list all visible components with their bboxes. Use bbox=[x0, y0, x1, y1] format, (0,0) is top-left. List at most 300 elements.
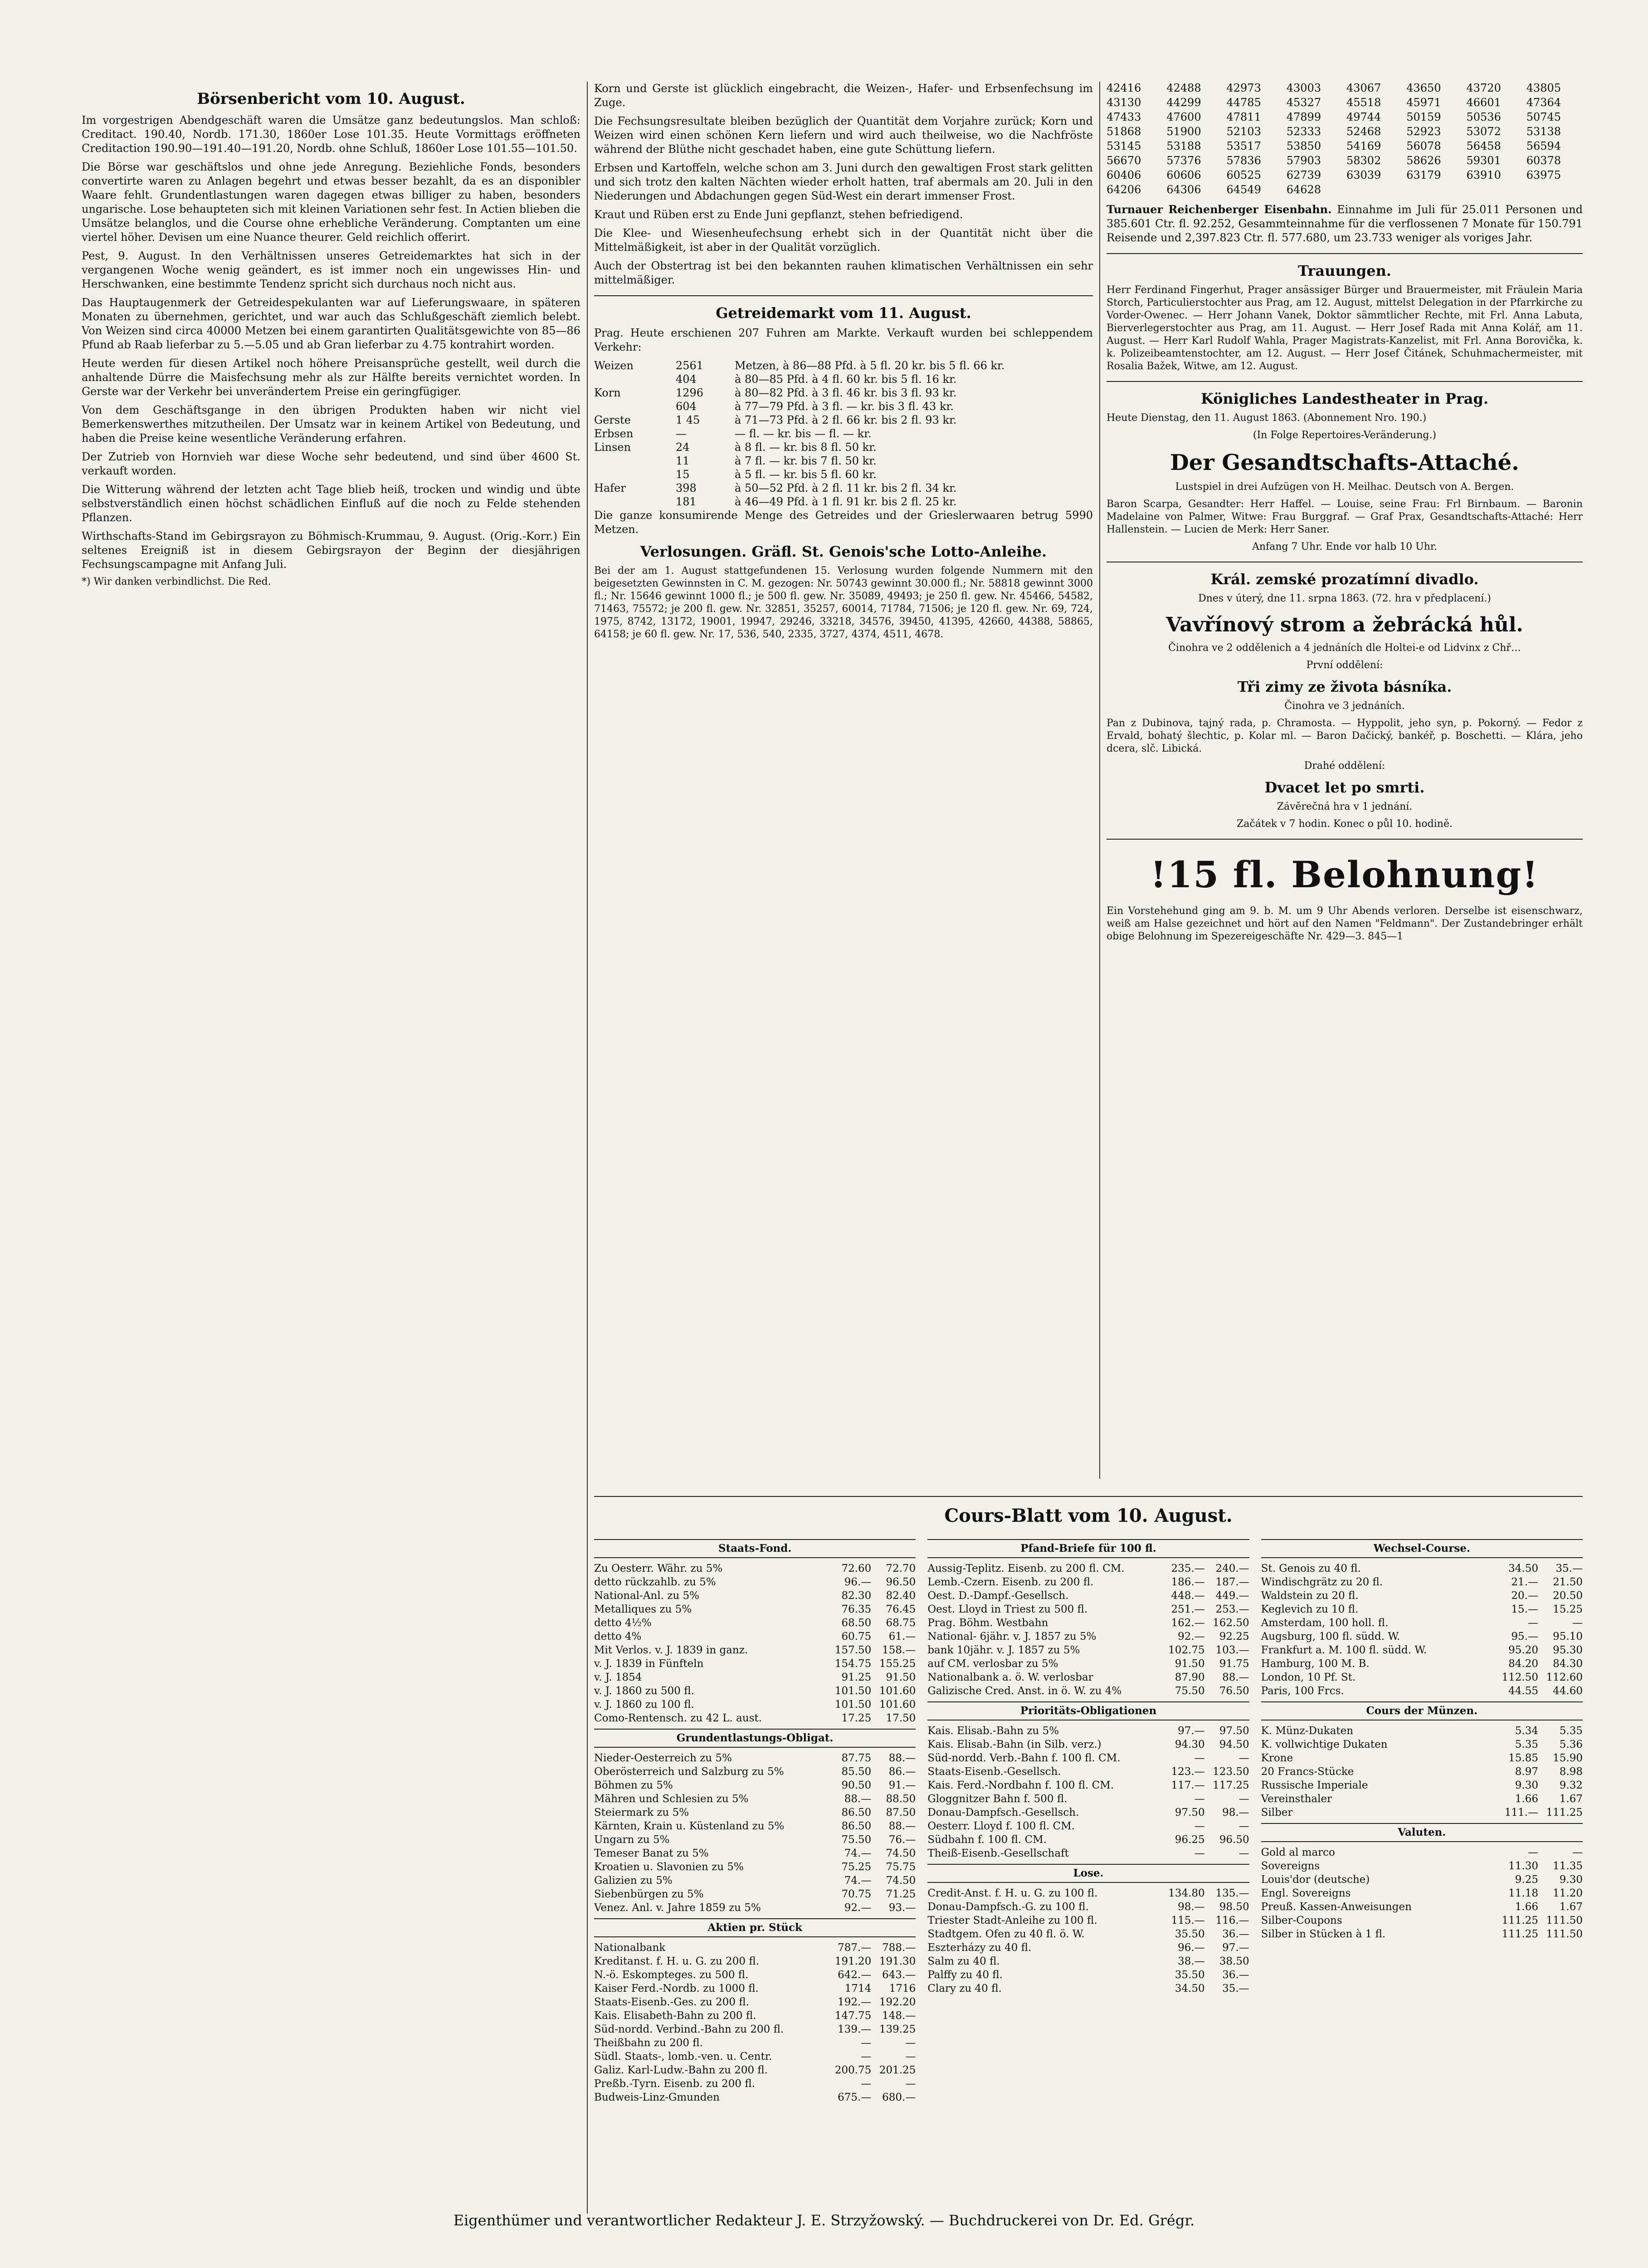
kurs-waare: 21.50 bbox=[1553, 1576, 1583, 1588]
kurs-geld: 68.50 bbox=[841, 1617, 872, 1629]
kurs-name: Nationalbank bbox=[594, 1942, 666, 1954]
kurs-waare: 98.— bbox=[1222, 1807, 1249, 1818]
market-row bbox=[594, 359, 1093, 372]
kurs-waare: 98.50 bbox=[1219, 1901, 1249, 1913]
kurs-row bbox=[1261, 1671, 1583, 1684]
kurs-geld: 11.18 bbox=[1508, 1887, 1538, 1899]
paragraph: Im vorgestrigen Abendgeschäft waren die Umsätze ganz bedeutungslos. Man schloß: Creditact. 190.40, Nordb. 171.30, 1860er Lose 101.35. Heute Vormittags eröffneten Creditaction 190.90—191.40—191.20, Nordb. ohne Schluß, 1860er Lose 101.55—101.50. bbox=[82, 114, 580, 155]
paragraph: Die Börse war geschäftslos und ohne jede Anregung. Beziehliche Fonds, besonders convertirte waren zu Anlagen begehrt und etwas besser bezahlt, da es an disponibler Waare fehlt. Grundentlastungen waren dagegen etwas billiger zu haben, besonders ungarische. Lose behaupteten sich mit kleinen Variationen sehr fest. In Actien blieben die Umsätze belanglos, und die Course ohne erhebliche Veränderung. Comptanten um eine viertel höher. Devisen um eine Nuance theurer. Geld reichlich offerirt. bbox=[82, 161, 580, 244]
kurs-row bbox=[927, 1738, 1249, 1751]
lotto-number: 52923 bbox=[1406, 125, 1441, 138]
paragraph: Der Zutrieb von Hornvieh war diese Woche sehr bedeutend, und sind über 4600 St. verkauft worden. bbox=[82, 450, 580, 477]
lotto-number: 59301 bbox=[1466, 154, 1501, 167]
kurs-geld: 1714 bbox=[844, 1983, 872, 1994]
lotto-number: 51900 bbox=[1166, 125, 1201, 138]
cz-play3: Dvacet let po smrti. bbox=[1264, 779, 1425, 796]
kurs-name: Waldstein zu 20 fl. bbox=[1261, 1590, 1359, 1602]
kurs-waare: 643.— bbox=[882, 1969, 916, 1981]
kurs-waare: 135.— bbox=[1215, 1887, 1249, 1899]
kurs-geld: 9.25 bbox=[1515, 1874, 1538, 1886]
cz-date: Dnes v úterý, dne 11. srpna 1863. (72. hra v předplacení.) bbox=[1198, 593, 1491, 604]
market-cell-qty: 2561 bbox=[676, 359, 704, 372]
kurs-row bbox=[927, 1751, 1249, 1765]
lotto-number: 64306 bbox=[1166, 183, 1201, 196]
paragraph: Erbsen und Kartoffeln, welche schon am 3. Juni durch den gewaltigen Frost stark gelitten und sich trotz den kalten Nächten wieder erholt hatten, traf abermals am 20. Juli in den Niederungen und Abdachungen gegen Süd-West ein derart immenser Frost. bbox=[594, 161, 1093, 202]
section-title: Grundentlastungs-Obligat. bbox=[594, 1729, 916, 1748]
lotto-number: 47433 bbox=[1107, 111, 1141, 123]
kurs-name: detto 4½% bbox=[594, 1617, 652, 1629]
kurs-name: detto rückzahlb. zu 5% bbox=[594, 1576, 716, 1588]
lotto-number: 60378 bbox=[1526, 154, 1561, 167]
kurs-geld: 117.— bbox=[1171, 1779, 1205, 1791]
kurs-waare: 116.— bbox=[1215, 1915, 1249, 1926]
kurs-geld: 88.— bbox=[844, 1793, 872, 1805]
kurs-name: Aussig-Teplitz. Eisenb. zu 200 fl. CM. bbox=[927, 1563, 1125, 1574]
kurs-waare: 94.50 bbox=[1219, 1739, 1249, 1750]
kurs-waare: 86.— bbox=[888, 1766, 916, 1778]
lotto-number: 44785 bbox=[1226, 96, 1261, 109]
kurs-name: Venez. Anl. v. Jahre 1859 zu 5% bbox=[594, 1902, 761, 1914]
kurs-row bbox=[594, 1779, 916, 1792]
kurs-waare: 96.50 bbox=[886, 1576, 916, 1588]
kurs-geld: 91.50 bbox=[1175, 1658, 1205, 1670]
kurs-geld: 147.75 bbox=[834, 2010, 872, 2022]
kurs-row bbox=[927, 1779, 1249, 1792]
kurs-row bbox=[594, 1698, 916, 1711]
kurs-waare: 88.— bbox=[888, 1820, 916, 1832]
kurs-name: Theiß-Eisenb.-Gesellschaft bbox=[927, 1848, 1069, 1859]
cz-part2: Drahé oddělení: bbox=[1304, 760, 1385, 772]
market-cell-qty: 404 bbox=[676, 373, 697, 386]
kurs-row bbox=[927, 1900, 1249, 1914]
kurs-row bbox=[927, 1724, 1249, 1738]
right-column bbox=[1107, 82, 1583, 948]
market-cell-qty: 398 bbox=[676, 482, 697, 494]
kurs-geld: 35.50 bbox=[1175, 1928, 1205, 1940]
kurs-name: Gloggnitzer Bahn f. 500 fl. bbox=[927, 1793, 1068, 1805]
kurs-geld: 97.50 bbox=[1175, 1807, 1205, 1818]
kurs-geld: — bbox=[1194, 1752, 1205, 1764]
section-rows bbox=[1261, 1724, 1583, 1819]
kurs-geld: 192.— bbox=[838, 1996, 872, 2008]
lotto-number: 45327 bbox=[1286, 96, 1321, 109]
kurs-geld: 70.75 bbox=[841, 1888, 872, 1900]
kurs-waare: 76.45 bbox=[886, 1603, 916, 1615]
lotto-number: 56594 bbox=[1526, 140, 1561, 152]
kurs-row bbox=[594, 1982, 916, 1995]
kurs-waare: 117.25 bbox=[1213, 1779, 1249, 1791]
kurs-waare: 36.— bbox=[1222, 1928, 1249, 1940]
kurs-waare: 91.— bbox=[888, 1779, 916, 1791]
kurs-waare: 5.36 bbox=[1559, 1739, 1583, 1750]
kurs-row bbox=[594, 2077, 916, 2091]
lotto-number: 57903 bbox=[1286, 154, 1321, 167]
kurs-row bbox=[927, 1887, 1249, 1900]
kurs-geld: 157.50 bbox=[834, 1644, 872, 1656]
kurs-name: National-Anl. zu 5% bbox=[594, 1590, 700, 1602]
cz-theater-title: Král. zemské prozatímní divadlo. bbox=[1210, 571, 1479, 588]
theater-title: Königliches Landestheater in Prag. bbox=[1200, 390, 1489, 407]
kurs-waare: 20.50 bbox=[1553, 1590, 1583, 1602]
kurs-waare: 155.25 bbox=[879, 1658, 916, 1670]
lotto-number: 63039 bbox=[1346, 169, 1381, 181]
kurs-geld: 162.— bbox=[1171, 1617, 1205, 1629]
market-cell-price: — fl. — kr. bis — fl. — kr. bbox=[735, 427, 872, 440]
kurs-waare: 35.— bbox=[1555, 1563, 1583, 1574]
market-cell-qty: 15 bbox=[676, 468, 690, 481]
kurs-geld: 87.90 bbox=[1175, 1672, 1205, 1683]
section-rows bbox=[927, 1724, 1249, 1860]
kurs-waare: — bbox=[905, 2051, 916, 2063]
kurs-row bbox=[1261, 1684, 1583, 1698]
kurs-name: Steiermark zu 5% bbox=[594, 1807, 689, 1818]
kurs-name: N.-ö. Eskompteges. zu 500 fl. bbox=[594, 1969, 749, 1981]
kurs-geld: 15.— bbox=[1511, 1603, 1538, 1615]
kurs-geld: — bbox=[861, 2037, 872, 2049]
column-divider bbox=[1099, 82, 1100, 1479]
lotto-number: 54169 bbox=[1346, 140, 1381, 152]
kurs-geld: 92.— bbox=[844, 1902, 872, 1914]
kurs-geld: 38.— bbox=[1178, 1955, 1205, 1967]
kurs-geld: — bbox=[1194, 1793, 1205, 1805]
kurs-row bbox=[594, 1792, 916, 1806]
kurs-geld: 115.— bbox=[1171, 1915, 1205, 1926]
market-cell-price: Metzen, à 86—88 Pfd. à 5 fl. 20 kr. bis 5 fl. 66 kr. bbox=[735, 359, 1005, 372]
kurs-waare: 8.98 bbox=[1559, 1766, 1583, 1778]
market-row bbox=[594, 386, 1093, 400]
market-row bbox=[594, 454, 1093, 468]
play-time: Anfang 7 Uhr. Ende vor halb 10 Uhr. bbox=[1252, 541, 1438, 552]
kurs-name: Staats-Eisenb.-Ges. zu 200 fl. bbox=[594, 1996, 749, 2008]
kurs-waare: 101.60 bbox=[879, 1685, 916, 1697]
market-cell-price: à 80—82 Pfd. à 3 fl. 46 kr. bis 3 fl. 93 kr. bbox=[735, 386, 957, 399]
kurs-waare: 76.50 bbox=[1219, 1685, 1249, 1697]
kurs-name: Windischgrätz zu 20 fl. bbox=[1261, 1576, 1383, 1588]
section-title: Staats-Fond. bbox=[594, 1539, 916, 1558]
kurs-name: National- 6jähr. v. J. 1857 zu 5% bbox=[927, 1631, 1097, 1642]
lotto-number: 43805 bbox=[1526, 82, 1561, 94]
lotto-number: 57836 bbox=[1226, 154, 1261, 167]
railway-text: Einnahme im Juli für 25.011 Personen und 385.601 Ctr. fl. 92.252, Gesammteinnahme für die verflossenen 7 Monate für 150.791 Reisende und 2,397.823 Ctr. fl. 577.680, um 23.733 weniger als voriges Jahr. bbox=[1107, 203, 1583, 244]
lotto-number: 42416 bbox=[1107, 82, 1141, 94]
lotto-number: 42488 bbox=[1166, 82, 1201, 94]
section-title: Cours der Münzen. bbox=[1261, 1701, 1583, 1721]
market-cell-qty: 1 45 bbox=[676, 414, 700, 426]
kurs-geld: 15.85 bbox=[1508, 1752, 1538, 1764]
kurs-row bbox=[594, 1874, 916, 1887]
paragraph: Die Fechsungsresultate bleiben bezüglich der Quantität dem Vorjahre zurück; Korn und Weizen wird einen schönen Kern liefern und wird auch theilweise, wo die Nachfröste während der Blüthe nicht geschadet haben, eine gute Schüttung liefern. bbox=[594, 115, 1093, 156]
lotto-number: 53138 bbox=[1526, 125, 1561, 138]
kurs-row bbox=[1261, 1806, 1583, 1819]
play-cast: Baron Scarpa, Gesandter: Herr Haffel. — Louise, seine Frau: Frl Birnbaum. — Baronin Madelaine von Palmer, Witwe: Frau Burggraf. — Graf Prax, Gesandtschafts-Attaché: Herr Hallenstein. — Lucien de Merk: Herr Saner. bbox=[1107, 499, 1583, 535]
kurs-row bbox=[927, 1684, 1249, 1698]
kurs-name: Oest. Lloyd in Triest zu 500 fl. bbox=[927, 1603, 1088, 1615]
kurs-name: Kais. Elisab.-Bahn zu 5% bbox=[927, 1725, 1059, 1737]
kurs-geld: 75.50 bbox=[1175, 1685, 1205, 1697]
kurs-geld: 191.20 bbox=[834, 1955, 872, 1967]
paragraph: Wirthschafts-Stand im Gebirgsrayon zu Böhmisch-Krummau, 9. August. (Orig.-Korr.) Ein seltenes Ereigniß ist in diesem Gebirgsrayon der Beginn der diesjährigen Fechsungscampagne mit Anfang Juli. bbox=[82, 530, 580, 571]
kurs-name: Amsterdam, 100 holl. fl. bbox=[1261, 1617, 1389, 1629]
kurs-row bbox=[927, 1914, 1249, 1927]
kurs-waare: 1.67 bbox=[1559, 1793, 1583, 1805]
kurs-name: Preßb.-Tyrn. Eisenb. zu 200 fl. bbox=[594, 2078, 756, 2090]
market-cell-item bbox=[594, 454, 671, 468]
kurs-waare: 35.— bbox=[1222, 1983, 1249, 1994]
kurs-name: Lemb.-Czern. Eisenb. zu 200 fl. bbox=[927, 1576, 1094, 1588]
kurs-name: Galizien zu 5% bbox=[594, 1875, 673, 1887]
kurs-waare: 61.— bbox=[888, 1631, 916, 1642]
section-rows bbox=[594, 1751, 916, 1915]
market-cell-price: à 5 fl. — kr. bis 5 fl. 60 kr. bbox=[735, 468, 877, 481]
kurs-row bbox=[1261, 1900, 1583, 1914]
theater-note: (In Folge Repertoires-Veränderung.) bbox=[1253, 430, 1437, 441]
kurs-name: Budweis-Linz-Gmunden bbox=[594, 2092, 720, 2103]
kurs-geld: 96.— bbox=[1178, 1942, 1205, 1954]
lotto-number: 43650 bbox=[1406, 82, 1441, 94]
kurs-waare: — bbox=[1572, 1847, 1583, 1858]
kurs-name: Süd-nordd. Verbind.-Bahn zu 200 fl. bbox=[594, 2024, 784, 2035]
kurs-geld: 251.— bbox=[1171, 1603, 1205, 1615]
kurs-name: Temeser Banat zu 5% bbox=[594, 1848, 709, 1859]
kurs-name: Metalliques zu 5% bbox=[594, 1603, 692, 1615]
kurs-waare: 95.30 bbox=[1553, 1644, 1583, 1656]
kurs-row bbox=[1261, 1657, 1583, 1671]
kurs-geld: 86.50 bbox=[841, 1807, 872, 1818]
kurs-waare: 82.40 bbox=[886, 1590, 916, 1602]
kurs-geld: 74.— bbox=[844, 1875, 872, 1887]
market-cell-price: à 7 fl. — kr. bis 7 fl. 50 kr. bbox=[735, 455, 877, 467]
kurs-row bbox=[927, 1833, 1249, 1847]
kurs-name: Credit-Anst. f. H. u. G. zu 100 fl. bbox=[927, 1887, 1098, 1899]
market-cell-item: Weizen bbox=[594, 359, 634, 372]
kurs-name: Triester Stadt-Anleihe zu 100 fl. bbox=[927, 1915, 1097, 1926]
cz-desc3: Závěrečná hra v 1 jednání. bbox=[1277, 801, 1413, 812]
trauungen-title: Trauungen. bbox=[1297, 262, 1391, 279]
kurs-waare: 788.— bbox=[882, 1942, 916, 1954]
kurs-geld: — bbox=[1194, 1820, 1205, 1832]
kurs-row bbox=[594, 1955, 916, 1968]
market-cell-item bbox=[594, 468, 671, 481]
cours-columns bbox=[594, 1535, 1583, 2104]
kurs-waare: 11.20 bbox=[1553, 1887, 1583, 1899]
kurs-geld: 94.30 bbox=[1175, 1739, 1205, 1750]
divider bbox=[594, 1496, 1583, 1497]
kurs-name: Donau-Dampfsch.-Gesellsch. bbox=[927, 1807, 1079, 1818]
kurs-name: Mit Verlos. v. J. 1839 in ganz. bbox=[594, 1644, 748, 1656]
kurs-name: Mähren und Schlesien zu 5% bbox=[594, 1793, 749, 1805]
kurs-geld: 87.75 bbox=[841, 1752, 872, 1764]
kurs-row bbox=[594, 1603, 916, 1616]
kurs-geld: 75.50 bbox=[841, 1834, 872, 1846]
kurs-waare: 9.32 bbox=[1559, 1779, 1583, 1791]
kurs-row bbox=[927, 1955, 1249, 1968]
kurs-geld: — bbox=[861, 2078, 872, 2090]
kurs-name: Oest. D.-Dampf.-Gesellsch. bbox=[927, 1590, 1069, 1602]
paragraph: Von dem Geschäftsgange in den übrigen Produkten haben wir nicht viel Bemerkenswerthes mitzutheilen. Der Umsatz war in keinem Artikel von Bedeutung, und haben die Preise keine wesentliche Veränderung erfahren. bbox=[82, 404, 580, 445]
kurs-row bbox=[594, 1995, 916, 2009]
kurs-row bbox=[927, 1968, 1249, 1982]
kurs-row bbox=[594, 2091, 916, 2104]
kurs-geld: 111.— bbox=[1504, 1807, 1538, 1818]
kurs-row bbox=[594, 1671, 916, 1684]
market-cell-qty: 11 bbox=[676, 455, 690, 467]
kurs-row bbox=[594, 2063, 916, 2077]
kurs-name: St. Genois zu 40 fl. bbox=[1261, 1563, 1361, 1574]
kurs-waare: — bbox=[1238, 1752, 1249, 1764]
paragraph: Heute werden für diesen Artikel noch höhere Preisansprüche gestellt, weil durch die anhaltende Dürre die Maisfechsung mehr als zur Hälfte bereits vernichtet worden. In Gerste war der Verkehr bei unverändertem Preise ein geringfügiger. bbox=[82, 357, 580, 398]
kurs-name: Russische Imperiale bbox=[1261, 1779, 1368, 1791]
kurs-row bbox=[594, 1589, 916, 1603]
kurs-name: K. Münz-Dukaten bbox=[1261, 1725, 1354, 1737]
lotto-number: 53850 bbox=[1286, 140, 1321, 152]
kurs-name: Preuß. Kassen-Anweisungen bbox=[1261, 1901, 1412, 1913]
kurs-geld: 101.50 bbox=[834, 1699, 872, 1711]
kurs-row bbox=[927, 1792, 1249, 1806]
lotto-number: 47600 bbox=[1166, 111, 1201, 123]
kurs-geld: 1.66 bbox=[1515, 1901, 1538, 1913]
lotto-number: 52468 bbox=[1346, 125, 1381, 138]
kurs-waare: 88.— bbox=[888, 1752, 916, 1764]
kurs-name: Oberösterreich und Salzburg zu 5% bbox=[594, 1766, 784, 1778]
market-row bbox=[594, 372, 1093, 386]
market-row bbox=[594, 495, 1093, 508]
kurs-name: Ungarn zu 5% bbox=[594, 1834, 670, 1846]
kurs-geld: 91.25 bbox=[841, 1672, 872, 1683]
lotto-number: 60606 bbox=[1166, 169, 1201, 181]
lotto-text: Bei der am 1. August stattgefundenen 15. Verlosung wurden folgende Nummern mit den beigesetzten Gewinnsten in C. M. gezogen: Nr. 50743 gewinnt 30.000 fl.; Nr. 58818 gewinnt 3000 fl.; Nr. 15646 gewinnt 1000 fl.; je 500 fl. gew. Nr. 35089, 49493; je 250 fl. gew. Nr. 45466, 54582, 71463, 75572; je 200 fl. gew. Nr. 32851, 35257, 60014, 71784, 71506; je 120 fl. gew. Nr. 69, 724, 1975, 8742, 13172, 19001, 19947, 29246, 33218, 34576, 39450, 41395, 42660, 44388, 58865, 64158; je 60 fl. gew. Nr. 17, 536, 540, 2335, 3727, 4374, 4511, 4678. bbox=[594, 565, 1093, 640]
kurs-waare: 187.— bbox=[1215, 1576, 1249, 1588]
kurs-name: Süd-nordd. Verb.-Bahn f. 100 fl. CM. bbox=[927, 1752, 1121, 1764]
kurs-name: Vereinsthaler bbox=[1261, 1793, 1332, 1805]
kurs-geld: 11.30 bbox=[1508, 1860, 1538, 1872]
kurs-row bbox=[927, 1616, 1249, 1630]
kurs-waare: 36.— bbox=[1222, 1969, 1249, 1981]
paragraph: Pest, 9. August. In den Verhältnissen unseres Getreidemarktes hat sich in der vergangenen Woche wenig geändert, es ist immer noch ein ungewisses Hin- und Herschwanken, eine bestimmte Tendenz spricht sich durchaus noch nicht aus. bbox=[82, 249, 580, 290]
kurs-waare: 162.50 bbox=[1213, 1617, 1249, 1629]
cours-blatt-title: Cours-Blatt vom 10. August. bbox=[944, 1505, 1233, 1526]
kurs-row bbox=[1261, 1846, 1583, 1859]
kurs-geld: 84.20 bbox=[1508, 1658, 1538, 1670]
kurs-waare: 148.— bbox=[882, 2010, 916, 2022]
market-cell-qty: — bbox=[676, 427, 687, 440]
reward-text: Ein Vorstehehund ging am 9. b. M. um 9 Uhr Abends verloren. Derselbe ist eisenschwarz, weiß am Halse gezeichnet und hört auf den Namen "Feldmann". Der Zustandebringer erhält obige Belohnung im Spezereigeschäfte Nr. 429—3. 845—1 bbox=[1107, 905, 1583, 942]
kurs-name: Salm zu 40 fl. bbox=[927, 1955, 1000, 1967]
kurs-row bbox=[594, 1765, 916, 1779]
kurs-name: Silber in Stücken à 1 fl. bbox=[1261, 1928, 1386, 1940]
lotto-number: 64206 bbox=[1107, 183, 1141, 196]
lotto-number: 57376 bbox=[1166, 154, 1201, 167]
kurs-waare: 91.75 bbox=[1219, 1658, 1249, 1670]
kurs-geld: 139.— bbox=[838, 2024, 872, 2035]
section-title: Prioritäts-Obligationen bbox=[927, 1701, 1249, 1721]
trauungen-text: Herr Ferdinand Fingerhut, Prager ansässiger Bürger und Brauermeister, mit Fräulein Maria Storch, Particulierstochter aus Prag, am 12. August, mittelst Delegation in der Pfarrkirche zu Vorder-Owenec. — Herr Johann Vanek, Doktor sämmtlicher Rechte, mit Frl. Anna Labuta, Bierverlegerstochter aus Prag, am 11. August. — Herr Josef Rada mit Anna Kolář, am 11. August. — Herr Karl Rudolf Wahla, Prager Magistrats-Kanzelist, mit Frl. Anna Borovička, k. k. Polizeibeamtenstochter, am 12. August. — Herr Josef Čitánek, Schuhmachermeister, mit Rosalia Bažek, Witwe, am 12. August. bbox=[1107, 284, 1583, 372]
paragraph: Das Hauptaugenmerk der Getreidespekulanten war auf Lieferungswaare, in späteren Monaten zu übernehmen, gerichtet, und war auch das Schlußgeschäft ziemlich belebt. Von Weizen sind circa 40000 Metzen bei einem garantirten Qualitätsgewichte von 85—86 Pfund ab Raab lieferbar zu 5.—5.05 und ab Gran lieferbar zu 4.75 kontrahirt worden. bbox=[82, 296, 580, 351]
kurs-waare: 253.— bbox=[1215, 1603, 1249, 1615]
kurs-waare: 111.50 bbox=[1546, 1928, 1583, 1940]
market-cell-price: à 50—52 Pfd. à 2 fl. 11 kr. bis 2 fl. 34 kr. bbox=[735, 482, 957, 494]
kurs-waare: 93.— bbox=[888, 1902, 916, 1914]
paragraph: Die Witterung während der letzten acht Tage blieb heiß, trocken und windig und übte selbstverständlich einen höchst schädlichen Einfluß auf die noch zu Felde stehenden Pflanzen. bbox=[82, 483, 580, 524]
kurs-row bbox=[594, 1847, 916, 1860]
kurs-waare: 11.35 bbox=[1553, 1860, 1583, 1872]
lotto-number: 63910 bbox=[1466, 169, 1501, 181]
kurs-name: Kais. Elisabeth-Bahn zu 200 fl. bbox=[594, 2010, 756, 2022]
reward-title: !15 fl. Belohnung! bbox=[1150, 853, 1539, 896]
kurs-geld: 34.50 bbox=[1175, 1983, 1205, 1994]
kurs-col-1 bbox=[594, 1535, 916, 2104]
kurs-name: Prag. Böhm. Westbahn bbox=[927, 1617, 1048, 1629]
kurs-name: Staats-Eisenb.-Gesellsch. bbox=[927, 1766, 1061, 1778]
lotto-number: 60525 bbox=[1226, 169, 1261, 181]
kurs-waare: 201.25 bbox=[879, 2064, 916, 2076]
kurs-name: Clary zu 40 fl. bbox=[927, 1983, 1002, 1994]
kurs-geld: 101.50 bbox=[834, 1685, 872, 1697]
kurs-name: Südbahn f. 100 fl. CM. bbox=[927, 1834, 1047, 1846]
market-cell-price: à 8 fl. — kr. bis 8 fl. 50 kr. bbox=[735, 441, 877, 454]
kurs-row bbox=[1261, 1914, 1583, 1927]
kurs-geld: 675.— bbox=[838, 2092, 872, 2103]
kurs-name: Sovereigns bbox=[1261, 1860, 1320, 1872]
lotto-number: 45518 bbox=[1346, 96, 1381, 109]
kurs-row bbox=[594, 1630, 916, 1643]
lotto-number: 51868 bbox=[1107, 125, 1141, 138]
lotto-number: 58626 bbox=[1406, 154, 1441, 167]
section-title: Wechsel-Course. bbox=[1261, 1539, 1583, 1558]
market-cell-item: Linsen bbox=[594, 441, 631, 454]
kurs-name: v. J. 1860 zu 100 fl. bbox=[594, 1699, 694, 1711]
kurs-geld: 5.34 bbox=[1515, 1725, 1538, 1737]
kurs-row bbox=[1261, 1927, 1583, 1941]
kurs-row bbox=[1261, 1859, 1583, 1873]
kurs-waare: 76.— bbox=[888, 1834, 916, 1846]
kurs-row bbox=[927, 1575, 1249, 1589]
kurs-row bbox=[594, 1684, 916, 1698]
kurs-waare: 240.— bbox=[1215, 1563, 1249, 1574]
lotto-number: 50745 bbox=[1526, 111, 1561, 123]
kurs-geld: 60.75 bbox=[841, 1631, 872, 1642]
kurs-name: Kaiser Ferd.-Nordb. zu 1000 fl. bbox=[594, 1983, 759, 1994]
kurs-waare: 1716 bbox=[889, 1983, 916, 1994]
kurs-waare: 103.— bbox=[1215, 1644, 1249, 1656]
cz-desc2: Činohra ve 3 jednáních. bbox=[1284, 700, 1405, 712]
kurs-name: Stadtgem. Ofen zu 40 fl. ö. W. bbox=[927, 1928, 1085, 1940]
kurs-geld: 90.50 bbox=[841, 1779, 872, 1791]
market-cell-qty: 181 bbox=[676, 495, 697, 508]
kurs-row bbox=[594, 1575, 916, 1589]
footnote: *) Wir danken verbindlichst. Die Red. bbox=[82, 576, 271, 587]
lotto-number: 43003 bbox=[1286, 82, 1321, 94]
kurs-geld: 186.— bbox=[1171, 1576, 1205, 1588]
kurs-geld: 86.50 bbox=[841, 1820, 872, 1832]
kurs-name: Zu Oesterr. Währ. zu 5% bbox=[594, 1563, 723, 1574]
kurs-row bbox=[1261, 1738, 1583, 1751]
market-cell-qty: 604 bbox=[676, 400, 697, 413]
lotto-number: 53145 bbox=[1107, 140, 1141, 152]
kurs-waare: 5.35 bbox=[1559, 1725, 1583, 1737]
kurs-name: London, 10 Pf. St. bbox=[1261, 1672, 1356, 1683]
kurs-name: detto 4% bbox=[594, 1631, 642, 1642]
lotto-number: 63179 bbox=[1406, 169, 1441, 181]
kurs-waare: 74.50 bbox=[886, 1848, 916, 1859]
lotto-number-grid bbox=[1107, 82, 1583, 196]
divider bbox=[1107, 381, 1583, 382]
kurs-name: Palffy zu 40 fl. bbox=[927, 1969, 1003, 1981]
market-cell-qty: 1296 bbox=[676, 386, 704, 399]
kurs-geld: 17.25 bbox=[841, 1712, 872, 1724]
market-intro: Prag. Heute erschienen 207 Fuhren am Markte. Verkauft wurden bei schleppendem Verkehr: bbox=[594, 327, 1093, 353]
kurs-row bbox=[927, 1643, 1249, 1657]
kurs-name: v. J. 1860 zu 500 fl. bbox=[594, 1685, 694, 1697]
